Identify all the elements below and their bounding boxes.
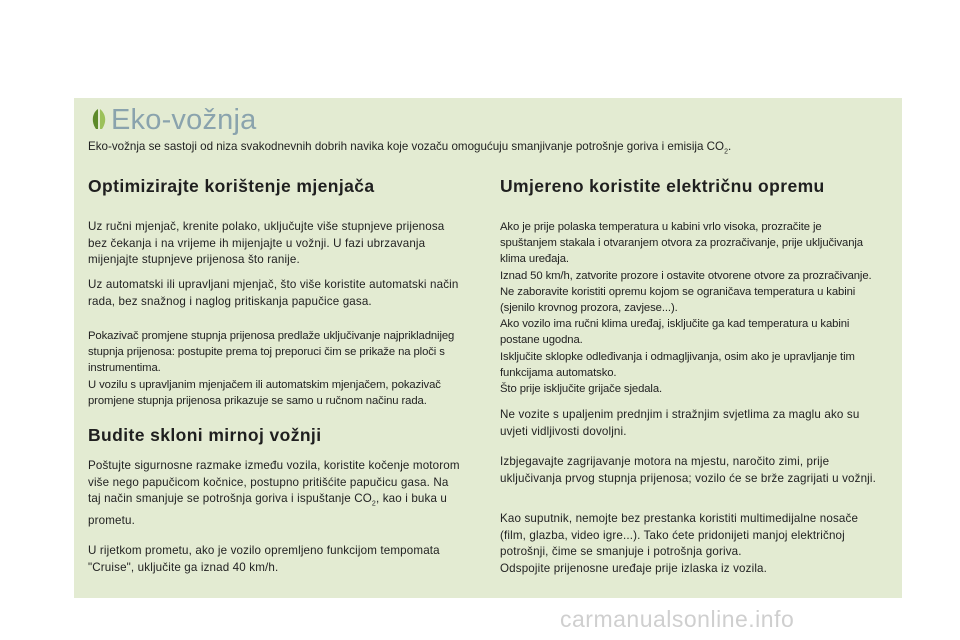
paragraph-safe-distance: Poštujte sigurnosne razmake između vozila, koristite kočenje motorom više nego papučicom kočnice, postupno pritišćite papučicu gasa. Na taj način smanjuje se potrošnja goriva i ispuštanje $CO_2$, kao i buka u prometu. [88,459,460,527]
paragraph-fog-lights: Ne vozite s upaljenim prednjim i stražnjim svjetlima za maglu ako su uvjeti vidljivosti dovoljni. [500,408,860,438]
paragraph-gear-indicator: Pokazivač promjene stupnja prijenosa predlaže uključivanje najprikladnijeg stupnja prijenosa: postupite prema toj preporuci čim se prikaže na ploči s instrumentima. U vozilu s upravljanim mjenjačem ili automatskim mjenjačem, pokazivač promjene stupnja prijenosa prikazuje se samo u ručnom načinu rada. [88,330,455,407]
page-title: Eko-vožnja [111,104,257,136]
paragraph-cabin-temperature: Ako je prije polaska temperatura u kabini vrlo visoka, prozračite je spuštanjem stakala i otvaranjem otvora za prozračivanje, prije uključivanja klima uređaja. Iznad 50 km/h, zatvorite prozore i ostavite otvorene otvore za prozračivanje. Ne zaboravite koristiti opremu kojom se ograničava temperatura u kabini (sjenilo krovnog prozora, zavjese...). Ako vozilo ima ručni klima uređaj, isključite ga kad temperatura u kabini postane ugodna. Isključite sklopke odleđivanja i odmagljivanja, osim ako je upravljanje tim funkcijama automatsko. Što prije isključite grijače sjedala. [500,221,872,396]
intro-text: Eko-vožnja se sastoji od niza svakodnevnih dobrih navika koje vozaču omogućuju smanjivanje potrošnje goriva i emisija $CO_2$. [88,140,732,156]
paragraph-automatic-gearbox: Uz automatski ili upravljani mjenjač, što više koristite automatski način rada, bez snažnog i naglog pritiskanja papučice gasa. [88,278,459,308]
paragraph-multimedia: Kao suputnik, nemojte bez prestanka koristiti multimedijalne nosače (film, glazba, video igre...). Tako ćete pridonijeti manjoj električnoj potrošnji, čime se smanjuje i potrošnja goriva. Odspojite prijenosne uređaje prije izlaska iz vozila. [500,512,859,575]
paragraph-engine-warmup: Izbjegavajte zagrijavanje motora na mjestu, naročito zimi, prije uključivanja prvog stupnja prijenosa; vozilo će se brže zagrijati u vožnji. [500,455,876,485]
paragraph-cruise-control: U rijetkom prometu, ako je vozilo opremljeno funkcijom tempomata "Cruise", uključite ga iznad 40 km/h. [88,544,440,574]
heading-electrical-equipment: Umjereno koristite električnu opremu [500,176,825,196]
paragraph-manual-gearbox: Uz ručni mjenjač, krenite polako, uključujte više stupnjeve prijenosa bez čekanja i na vrijeme ih mijenjajte u vožnji. U fazi ubrzavanja mijenjajte stupnjeve prijenosa što ranije. [88,220,445,266]
heading-calm-driving: Budite skloni mirnoj vožnji [88,425,322,445]
heading-gearbox: Optimizirajte korištenje mjenjača [88,176,375,196]
eco-leaf-icon [90,107,108,131]
watermark-text: carmanualsonline.info [560,606,795,632]
